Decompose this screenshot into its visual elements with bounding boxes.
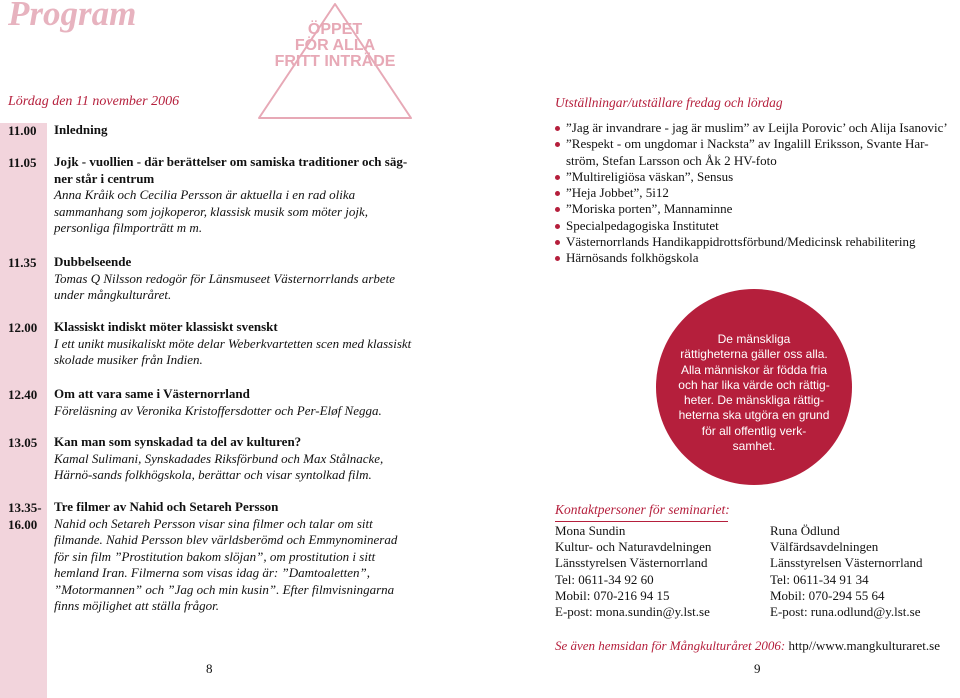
contact-phone: Tel: 0611-34 92 60 [555,571,654,587]
stamp-line-2: FÖR ALLA [294,37,376,54]
program-item-title: Jojk - vuollien - där berättelser om samiska traditioner och säg-ner står i centrum [54,154,408,186]
contact-email[interactable]: E-post: mona.sundin@y.lst.se [555,604,710,620]
program-time: 11.35 [8,255,37,270]
program-item-title: Tre filmer av Nahid och Setareh Persson [54,499,279,514]
contact-card-runa [770,523,922,620]
program-item [54,254,414,304]
contact-department: Kultur- och Naturavdelningen [555,539,712,555]
program-time: 12.00 [8,320,38,335]
program-item-title: Kan man som synskadad ta del av kulturen? [54,434,302,449]
page-title: Program [8,0,137,33]
contact-name: Mona Sundin [555,523,626,538]
page-number-left: 8 [206,661,213,676]
human-rights-text: De mänskliga rättigheterna gäller oss alla. Alla människor är födda fria och har lika värde och rättig- heter. De mänskliga rättig- heterna ska utgöra en grund för all offentlig verk- samhet. [678,332,830,454]
program-item [54,386,414,419]
list-item: ”Jag är invandrare - jag är muslim” av Leijla Porovic’ och Alija Isanovic’ [545,120,955,136]
contacts-heading: Kontaktpersoner för seminariet: [555,502,730,517]
homepage-label: Se även hemsidan för Mångkulturåret 2006: [555,638,786,653]
homepage-link[interactable]: http//www.mangkulturaret.se [788,638,940,653]
stamp-line-1: ÖPPET [307,21,363,38]
list-item: ”Respekt - om ungdomar i Nacksta” av Ingalill Eriksson, Svante Har-ström, Stefan Larsson och Åk 2 HV-foto [545,136,955,169]
bullet-icon [555,240,560,245]
stamp-line-3: FRITT INTRÄDE [274,53,396,70]
contact-organization: Länsstyrelsen Västernorrland [555,555,708,571]
homepage-line [555,638,940,654]
list-item: ”Multireligiösa väskan”, Sensus [545,169,955,185]
bullet-icon [555,142,560,147]
pink-side-bar [0,123,47,698]
program-item [54,122,414,139]
program-item [54,434,414,484]
program-item-desc: Kamal Sulimani, Synskadades Riksförbund och Max Stålnacke, Härnö-sands folkhögskola, berättar och visar syntolkad film. [54,450,384,482]
list-item: Specialpedagogiska Institutet [545,218,955,234]
program-time: 13.35- 16.00 [8,500,42,532]
program-item-title: Om att vara same i Västernorrland [54,386,250,401]
program-item-title: Klassiskt indiskt möter klassiskt svenskt [54,319,278,334]
contact-mobile: Mobil: 070-294 55 64 [770,587,885,603]
program-item-desc: Anna Kråik och Cecilia Persson är aktuella i en rad olika sammanhang som jojkoperor, klassisk musik som möter jojk, personliga filmporträtt m m. [54,187,369,235]
program-date: Lördag den 11 november 2006 [8,94,180,109]
program-item-desc: I ett unikt musikaliskt möte delar Weberkvartetten scen med klassiskt skolade musiker från Indien. [54,335,412,367]
page-number-right: 9 [754,661,761,676]
program-time: 12.40 [8,387,38,402]
program-item-title: Dubbelseende [54,254,132,269]
program-item [54,319,414,369]
contact-organization: Länsstyrelsen Västernorrland [770,555,923,571]
program-item [54,154,414,237]
program-item-title: Inledning [54,122,108,137]
list-item: ”Heja Jobbet”, 5i12 [545,185,955,201]
bullet-icon [555,207,560,212]
contact-email[interactable]: E-post: runa.odlund@y.lst.se [770,604,921,620]
program-item-desc: Tomas Q Nilsson redogör för Länsmuseet Västernorrlands arbete under mångkulturåret. [54,270,396,302]
contact-department: Välfärdsavdelningen [770,539,879,555]
contact-phone: Tel: 0611-34 91 34 [770,571,869,587]
program-item-desc: Föreläsning av Veronika Kristoffersdotter och Per-Eløf Negga. [54,402,382,418]
contacts-divider [555,521,728,522]
bullet-icon [555,256,560,261]
exhibitors-heading: Utställningar/utställare fredag och lördag [555,95,783,110]
program-time: 11.05 [8,155,37,170]
bullet-icon [555,175,560,180]
program-time: 11.00 [8,123,37,138]
exhibitors-list [545,120,955,267]
contact-card-mona [555,523,711,620]
list-item: ”Moriska porten”, Mannaminne [545,201,955,217]
bullet-icon [555,126,560,131]
bullet-icon [555,191,560,196]
program-item [54,499,414,615]
program-time: 13.05 [8,435,38,450]
list-item: Västernorrlands Handikappidrottsförbund/Medicinsk rehabilitering [545,234,955,250]
program-item-desc: Nahid och Setareh Persson visar sina filmer och talar om sitt filmande. Nahid Persson blev världsberömd och Emmynominerad för sin film ”Prostitution bakom slöjan”, om prostitution i sitt hemland Iran. Filmerna som visas idag är: ”Damtoaletten”, ”Motormannen” och ”Jag och min kusin”. Efter filmvisningarna finns möjlighet att ställa frågor. [54,515,398,613]
stamp-text [258,22,412,70]
list-item: Härnösands folkhögskola [545,250,955,266]
contact-mobile: Mobil: 070-216 94 15 [555,587,670,603]
contact-name: Runa Ödlund [770,523,840,538]
bullet-icon [555,224,560,229]
